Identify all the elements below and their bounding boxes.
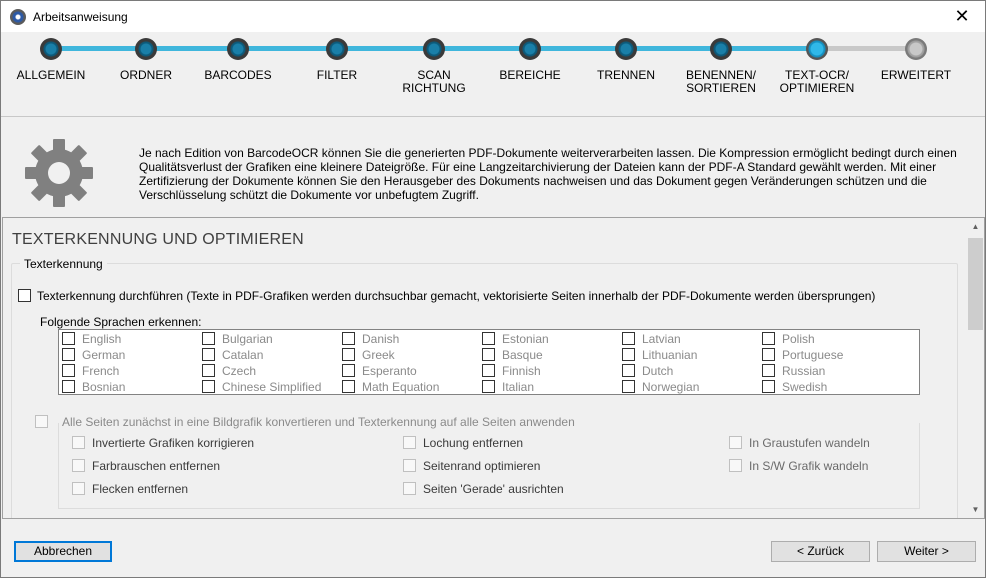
optimization-option[interactable]: [729, 459, 868, 473]
language-label: Finnish: [502, 364, 541, 378]
language-label: Dutch: [642, 364, 674, 378]
language-option[interactable]: [202, 364, 256, 378]
scroll-up-icon[interactable]: ▲: [971, 222, 980, 231]
step-connector: [61, 46, 136, 51]
language-checkbox[interactable]: [622, 348, 635, 361]
groupbox-label: Texterkennung: [20, 257, 107, 271]
optimization-checkbox[interactable]: [72, 459, 85, 472]
optimization-option[interactable]: [403, 436, 523, 450]
language-option[interactable]: [482, 332, 549, 346]
title-bar: [1, 1, 985, 32]
language-checkbox[interactable]: [62, 348, 75, 361]
language-label: Lithuanian: [642, 348, 698, 362]
language-option[interactable]: [62, 332, 121, 346]
convert-option[interactable]: [35, 415, 575, 429]
optimization-checkbox[interactable]: [72, 436, 85, 449]
language-label: Math Equation: [362, 380, 440, 394]
step-indicator-icon[interactable]: [423, 38, 445, 60]
language-option[interactable]: [202, 348, 263, 362]
info-panel: [1, 116, 985, 215]
app-icon: [10, 9, 26, 25]
optimization-label: In S/W Grafik wandeln: [749, 459, 869, 473]
language-label: Russian: [782, 364, 826, 378]
language-checkbox[interactable]: [762, 332, 775, 345]
language-label: Chinese Simplified: [222, 380, 322, 394]
language-label: Bosnian: [82, 380, 126, 394]
language-label: Esperanto: [362, 364, 417, 378]
step-connector: [248, 46, 327, 51]
step-label[interactable]: TRENNEN: [596, 68, 655, 82]
optimization-option[interactable]: [729, 436, 870, 450]
step-label[interactable]: BEREICHE: [499, 68, 561, 82]
step-connector: [156, 46, 228, 51]
language-checkbox[interactable]: [342, 380, 355, 393]
language-label: Estonian: [502, 332, 549, 346]
section-title: TEXTERKENNUNG UND OPTIMIEREN: [12, 231, 304, 248]
back-button[interactable]: < Zurück: [771, 541, 870, 562]
optimization-label: Flecken entfernen: [92, 482, 189, 496]
language-option[interactable]: [342, 332, 399, 346]
language-label: Polish: [782, 332, 815, 346]
language-option[interactable]: [762, 364, 825, 378]
scroll-thumb[interactable]: [968, 238, 983, 330]
step-connector: [444, 46, 520, 51]
language-option[interactable]: [62, 348, 125, 362]
language-checkbox[interactable]: [622, 364, 635, 377]
language-checkbox[interactable]: [202, 348, 215, 361]
language-label: Catalan: [222, 348, 264, 362]
language-option[interactable]: [762, 332, 815, 346]
optimization-option[interactable]: [72, 436, 254, 450]
optimization-option[interactable]: [403, 459, 540, 473]
step-indicator-icon[interactable]: [40, 38, 62, 60]
language-option[interactable]: [62, 364, 119, 378]
settings-panel: [2, 217, 985, 519]
step-indicator-icon[interactable]: [519, 38, 541, 60]
step-label[interactable]: FILTER: [316, 68, 358, 82]
scroll-down-icon[interactable]: ▼: [971, 505, 980, 514]
language-checkbox[interactable]: [342, 332, 355, 345]
step-label[interactable]: ALLGEMEIN: [16, 68, 86, 82]
optimization-checkbox[interactable]: [403, 459, 416, 472]
optimization-option[interactable]: [72, 482, 188, 496]
language-checkbox[interactable]: [762, 348, 775, 361]
language-label: German: [82, 348, 126, 362]
optimization-checkbox[interactable]: [729, 436, 742, 449]
optimization-option[interactable]: [72, 459, 220, 473]
info-description: Je nach Edition von BarcodeOCR können Sie die generierten PDF-Dokumente weiterverarbeiten lassen. Die Kompression ermöglicht bedingt durch einen Qualitätsverlust der Grafiken eine kleinere Dateigröße. Für eine Langzeitarchivierung der Dateien kann der PDF-A Standard gewählt werden. Mit einer Zertifizierung der Dokumente können Sie den Herausgeber des Dokuments nachweisen und das Dokument gegen Veränderungen schützen und die Verschlüsselung schützt die Dokumente vor unbefugtem Zugriff.: [139, 146, 957, 202]
step-label[interactable]: TEXT-OCR/ OPTIMIEREN: [779, 68, 855, 95]
language-option[interactable]: [202, 380, 321, 394]
language-checkbox[interactable]: [762, 364, 775, 377]
step-indicator-icon[interactable]: [710, 38, 732, 60]
language-checkbox[interactable]: [622, 380, 635, 393]
language-checkbox[interactable]: [202, 364, 215, 377]
language-option[interactable]: [342, 348, 395, 362]
next-button[interactable]: Weiter >: [877, 541, 976, 562]
ocr-enable-option[interactable]: [18, 289, 875, 303]
optimization-label: Seitenrand optimieren: [423, 459, 541, 473]
language-label: Danish: [362, 332, 400, 346]
language-option[interactable]: [342, 380, 439, 394]
language-checkbox[interactable]: [482, 380, 495, 393]
languages-list: [58, 329, 920, 395]
ocr-enable-checkbox[interactable]: [18, 289, 31, 302]
step-indicator-icon[interactable]: [905, 38, 927, 60]
optimization-option[interactable]: [403, 482, 564, 496]
language-label: Italian: [502, 380, 535, 394]
language-option[interactable]: [482, 364, 541, 378]
language-option[interactable]: [622, 348, 697, 362]
optimization-label: Farbrauschen entfernen: [92, 459, 221, 473]
language-label: French: [82, 364, 120, 378]
step-indicator-icon[interactable]: [806, 38, 828, 60]
step-indicator-icon[interactable]: [326, 38, 348, 60]
step-connector: [731, 46, 807, 51]
ocr-enable-label: Texterkennung durchführen (Texte in PDF-Grafiken werden durchsuchbar gemacht, vektorisierte Seiten innerhalb der PDF-Dokumente werden übersprungen): [37, 289, 876, 303]
language-checkbox[interactable]: [622, 332, 635, 345]
step-connector: [827, 46, 906, 51]
language-checkbox[interactable]: [482, 364, 495, 377]
footer: [1, 520, 985, 577]
optimization-label: In Graustufen wandeln: [749, 436, 870, 450]
optimization-label: Invertierte Grafiken korrigieren: [92, 436, 255, 450]
language-label: Basque: [502, 348, 543, 362]
language-option[interactable]: [762, 380, 827, 394]
close-button[interactable]: ✕: [954, 6, 970, 26]
gear-icon: [23, 137, 95, 209]
language-label: Swedish: [782, 380, 828, 394]
language-checkbox[interactable]: [62, 364, 75, 377]
step-indicator-icon[interactable]: [227, 38, 249, 60]
language-option[interactable]: [202, 332, 273, 346]
language-option[interactable]: [622, 364, 673, 378]
step-indicator-icon[interactable]: [615, 38, 637, 60]
language-label: English: [82, 332, 122, 346]
step-connector: [540, 46, 616, 51]
step-indicator-icon[interactable]: [135, 38, 157, 60]
language-checkbox[interactable]: [202, 380, 215, 393]
step-label[interactable]: BARCODES: [204, 68, 272, 82]
language-label: Latvian: [642, 332, 681, 346]
language-option[interactable]: [622, 380, 699, 394]
step-connector: [347, 46, 424, 51]
step-label[interactable]: ERWEITERT: [880, 68, 952, 82]
language-checkbox[interactable]: [482, 348, 495, 361]
convert-checkbox[interactable]: [35, 415, 48, 428]
step-label[interactable]: ORDNER: [119, 68, 172, 82]
languages-label: Folgende Sprachen erkennen:: [40, 315, 202, 329]
window-title: Arbeitsanweisung: [33, 10, 128, 24]
language-checkbox[interactable]: [482, 332, 495, 345]
wizard-stepper: [1, 32, 985, 116]
language-checkbox[interactable]: [762, 380, 775, 393]
optimization-checkbox[interactable]: [72, 482, 85, 495]
language-label: Portuguese: [782, 348, 844, 362]
language-option[interactable]: [762, 348, 843, 362]
language-label: Czech: [222, 364, 257, 378]
step-label[interactable]: BENENNEN/ SORTIEREN: [685, 68, 756, 95]
language-option[interactable]: [622, 332, 681, 346]
language-checkbox[interactable]: [62, 332, 75, 345]
language-label: Norwegian: [642, 380, 700, 394]
language-checkbox[interactable]: [342, 364, 355, 377]
optimization-checkbox[interactable]: [403, 482, 416, 495]
language-checkbox[interactable]: [62, 380, 75, 393]
language-label: Greek: [362, 348, 395, 362]
vertical-scrollbar[interactable]: [967, 218, 984, 518]
convert-label: Alle Seiten zunächst in eine Bildgrafik konvertieren und Texterkennung auf alle Seiten anwenden: [62, 415, 575, 429]
optimization-checkbox[interactable]: [729, 459, 742, 472]
step-connector: [636, 46, 711, 51]
language-checkbox[interactable]: [202, 332, 215, 345]
optimization-label: Seiten 'Gerade' ausrichten: [423, 482, 564, 496]
optimization-checkbox[interactable]: [403, 436, 416, 449]
language-option[interactable]: [482, 380, 534, 394]
cancel-button[interactable]: Abbrechen: [14, 541, 112, 562]
language-option[interactable]: [482, 348, 543, 362]
language-checkbox[interactable]: [342, 348, 355, 361]
step-label[interactable]: SCAN RICHTUNG: [402, 68, 466, 95]
optimization-label: Lochung entfernen: [423, 436, 524, 450]
language-label: Bulgarian: [222, 332, 273, 346]
language-option[interactable]: [342, 364, 417, 378]
language-option[interactable]: [62, 380, 125, 394]
